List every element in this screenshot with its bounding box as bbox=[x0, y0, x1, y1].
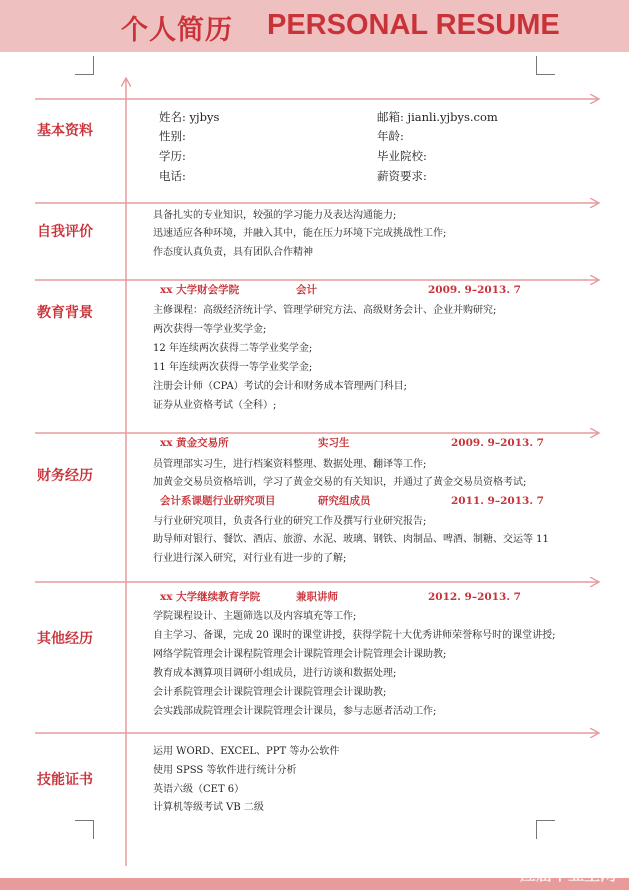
finance-line: 助导师对银行、餐饮、酒店、旅游、水泥、玻璃、钢铁、肉制品、啤酒、制糖、交运等 11 bbox=[153, 534, 549, 545]
skill-line: 计算机等级考试 VB 二级 bbox=[153, 802, 264, 813]
skill-line: 英语六级（CET 6） bbox=[153, 784, 245, 795]
section-title-finance: 财务经历 bbox=[37, 468, 93, 484]
edu-line: 注册会计师（CPA）考试的会计和财务成本管理两门科目; bbox=[153, 381, 408, 392]
other-job-period: 2012. 9–2013. 7 bbox=[428, 591, 521, 603]
finance-line: 员管理部实习生，进行档案资料整理、数据处理、翻译等工作; bbox=[153, 459, 427, 470]
edu-line: 证券从业资格考试（全科）; bbox=[153, 400, 277, 411]
section-title-self-eval: 自我评价 bbox=[37, 224, 93, 240]
watermark: 应届毕业生网 bbox=[520, 865, 617, 884]
resume-title-cn: 个人简历 bbox=[121, 15, 233, 46]
finance-job1-period: 2009. 9–2013. 7 bbox=[451, 437, 544, 449]
self-eval-line: 作态度认真负责，具有团队合作精神 bbox=[153, 247, 313, 258]
section-title-basic: 基本资料 bbox=[37, 123, 93, 139]
other-line: 学院课程设计、主题筛选以及内容填充等工作; bbox=[153, 611, 357, 622]
basic-email: 邮箱: jianli.yjbys.com bbox=[377, 110, 498, 124]
section-title-education: 教育背景 bbox=[37, 305, 93, 321]
basic-education: 学历: bbox=[159, 149, 186, 163]
basic-name: 姓名: yjbys bbox=[159, 110, 220, 124]
skill-line: 使用 SPSS 等软件进行统计分析 bbox=[153, 765, 297, 776]
edu-line: 两次获得一等学业奖学金; bbox=[153, 324, 267, 335]
finance-job1-org: xx 黄金交易所 bbox=[160, 437, 229, 449]
section-title-other: 其他经历 bbox=[37, 631, 93, 647]
basic-gender: 性别: bbox=[159, 129, 186, 143]
self-eval-line: 迅速适应各种环境，并融入其中，能在压力环境下完成挑战性工作; bbox=[153, 228, 447, 239]
other-line: 会计系院管理会计课院管理会计课院管理会计课助教; bbox=[153, 687, 387, 698]
edu-school: xx 大学财会学院 bbox=[160, 284, 240, 296]
edu-line: 12 年连续两次获得二等学业奖学金; bbox=[153, 343, 313, 354]
other-job-org: xx 大学继续教育学院 bbox=[160, 591, 261, 603]
finance-job2-role: 研究组成员 bbox=[318, 495, 371, 507]
basic-school: 毕业院校: bbox=[377, 149, 427, 163]
self-eval-line: 具备扎实的专业知识，较强的学习能力及表达沟通能力; bbox=[153, 210, 397, 221]
other-line: 教育成本测算项目调研小组成员，进行访谈和数据处理; bbox=[153, 668, 397, 679]
edu-period: 2009. 9–2013. 7 bbox=[428, 284, 521, 296]
other-line: 会实践部成院管理会计课院管理会计课员，参与志愿者活动工作; bbox=[153, 706, 437, 717]
basic-age: 年龄: bbox=[377, 129, 404, 143]
finance-line: 行业进行深入研究，对行业有进一步的了解; bbox=[153, 553, 347, 564]
skill-line: 运用 WORD、EXCEL、PPT 等办公软件 bbox=[153, 746, 340, 757]
finance-line: 加黄金交易员资格培训，学习了黄金交易的有关知识，并通过了黄金交易员资格考试; bbox=[153, 477, 527, 488]
edu-major: 会计 bbox=[296, 284, 317, 296]
finance-job1-role: 实习生 bbox=[318, 437, 350, 449]
basic-salary: 薪资要求: bbox=[377, 169, 427, 183]
finance-line: 与行业研究项目，负责各行业的研究工作及撰写行业研究报告; bbox=[153, 516, 427, 527]
other-job-role: 兼职讲师 bbox=[296, 591, 338, 603]
other-line: 自主学习、备课，完成 20 课时的课堂讲授，获得学院十大优秀讲师荣誉称号时的课堂讲授; bbox=[153, 630, 556, 641]
basic-phone: 电话: bbox=[159, 169, 186, 183]
section-title-skills: 技能证书 bbox=[37, 772, 93, 788]
edu-line: 主修课程：高级经济统计学、管理学研究方法、高级财务会计、企业并购研究; bbox=[153, 305, 497, 316]
finance-job2-org: 会计系课题行业研究项目 bbox=[160, 495, 276, 507]
edu-line: 11 年连续两次获得一等学业奖学金; bbox=[153, 362, 313, 373]
resume-title-en: PERSONAL RESUME bbox=[267, 9, 560, 41]
other-line: 网络学院管理会计课程院管理会计课院管理会计院管理会计课助教; bbox=[153, 649, 447, 660]
finance-job2-period: 2011. 9–2013. 7 bbox=[451, 495, 544, 507]
